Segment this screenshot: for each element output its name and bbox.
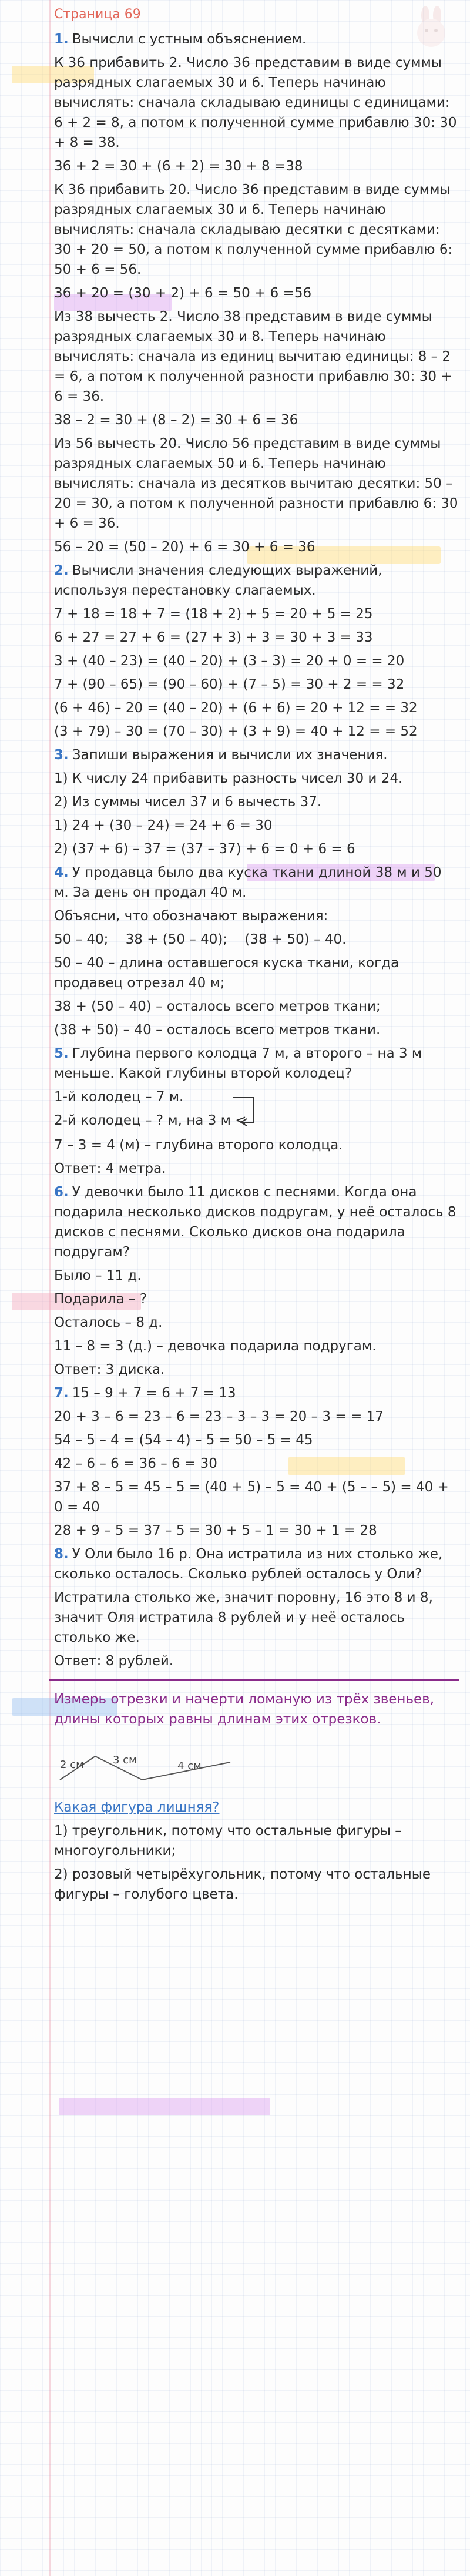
extra-task: Измерь отрезки и начерти ломаную из трёх звеньев, длины которых равны длинам этих отрезков. — [54, 1692, 435, 1727]
equation-line: 20 + 3 – 6 = 23 – 6 = 23 – 3 – 3 = 20 – 3 = = 17 — [54, 1409, 384, 1424]
well-diagram — [54, 1087, 459, 1132]
equation-line: 37 + 8 – 5 = 45 – 5 = (40 + 5) – 5 = 40 + (5 – – 5) = 40 + 0 = 40 — [54, 1480, 449, 1515]
text-line: 50 – 40 – длина оставшегося куска ткани, когда продавец отрезал 40 м; — [54, 955, 400, 991]
text-line: К 36 прибавить 2. Число 36 представим в виде суммы разрядных слагаемых 30 и 6. Теперь начинаю вычислять: сначала складываю единицы с единицами: 6 + 2 = 8, а потом к полученной сумме прибавлю 30: 30 + 8 = 38. — [54, 55, 457, 150]
polyline-diagram — [54, 1733, 459, 1797]
well-line-2: 2-й колодец – ? м, на 3 м < — [54, 1113, 247, 1128]
equation-line: 54 – 5 – 4 = (54 – 4) – 5 = 50 – 5 = 45 — [54, 1433, 313, 1448]
equation-line: 36 + 2 = 30 + (6 + 2) = 30 + 8 =38 — [54, 159, 303, 174]
equation-line: 36 + 20 = (30 + 2) + 6 = 50 + 6 =56 — [54, 286, 312, 301]
equation-line: 38 – 2 = 30 + (8 – 2) = 30 + 6 = 36 — [54, 412, 298, 428]
equation-line: 56 – 20 = (50 – 20) + 6 = 30 + 6 = 36 — [54, 539, 315, 555]
answer-line: Ответ: 4 метра. — [54, 1161, 166, 1176]
question-heading: Какая фигура лишняя? — [54, 1800, 220, 1815]
task-heading: 6. У девочки было 11 дисков с песнями. Когда она подарила несколько дисков подругам, у неё осталось 8 дисков с песнями. Сколько дисков она подарила подругам? — [54, 1185, 456, 1260]
segment-label-3: 4 см — [177, 1760, 202, 1772]
text-line: Из 38 вычесть 2. Число 38 представим в виде суммы разрядных слагаемых 30 и 8. Теперь начинаю вычислять: сначала из единиц вычитаю единицы: 8 – 2 = 6, а потом к полученной разности прибавлю 30: 30 + 6 = 36. — [54, 309, 452, 404]
text-line: Объясни, что обозначают выражения: — [54, 908, 328, 924]
equation-line: 2) (37 + 6) – 37 = (37 – 37) + 6 = 0 + 6 = 6 — [54, 841, 355, 857]
text-line: Осталось – 8 д. — [54, 1315, 163, 1330]
divider — [49, 1679, 459, 1681]
text-line: К 36 прибавить 20. Число 36 представим в виде суммы разрядных слагаемых 30 и 6. Теперь начинаю вычислять: сначала складываю десятки с десятками: 30 + 20 = 50, а потом к полученной сумме прибавлю 6: 50 + 6 = 56. — [54, 182, 453, 277]
answer-line: 2) розовый четырёхугольник, потому что остальные фигуры – голубого цвета. — [54, 1867, 431, 1902]
equation-line: 7 + 18 = 18 + 7 = (18 + 2) + 5 = 20 + 5 = 25 — [54, 606, 373, 622]
text-line: Подарила – ? — [54, 1292, 147, 1307]
highlight — [59, 2098, 270, 2115]
text-line: 1) К числу 24 прибавить разность чисел 30 и 24. — [54, 771, 403, 786]
margin-line — [49, 0, 51, 2576]
equation-line: 3 + (40 – 23) = (40 – 20) + (3 – 3) = 20 + 0 = = 20 — [54, 653, 405, 669]
equation-line: 11 – 8 = 3 (д.) – девочка подарила подругам. — [54, 1339, 377, 1354]
task-heading: 4. У продавца было два куска ткани длиной 38 м и 50 м. За день он продал 40 м. — [54, 865, 442, 900]
equation-line: (3 + 79) – 30 = (70 – 30) + (3 + 9) = 40 + 12 = = 52 — [54, 724, 418, 739]
equation-line: (6 + 46) – 20 = (40 – 20) + (6 + 6) = 20 + 12 = = 32 — [54, 700, 418, 716]
polyline-segments — [54, 1733, 289, 1797]
text-line: Из 56 вычесть 20. Число 56 представим в виде суммы разрядных слагаемых 50 и 6. Теперь начинаю вычислять: сначала из десятков вычитаю десятки: 50 – 20 = 30, а потом к полученной разности прибавлю 6: 30 + 6 = 36. — [54, 436, 458, 531]
text-line: Истратила столько же, значит поровну, 16 это 8 и 8, значит Оля истратила 8 рублей и у неё осталось столько же. — [54, 1590, 433, 1645]
text-line: 38 + (50 – 40) – осталось всего метров ткани; — [54, 999, 381, 1014]
equation-line: 42 – 6 – 6 = 36 – 6 = 30 — [54, 1456, 217, 1471]
task-heading: 7. 15 – 9 + 7 = 6 + 7 = 13 — [54, 1386, 236, 1401]
answer-line: Ответ: 3 диска. — [54, 1362, 165, 1377]
text-line: 2) Из суммы чисел 37 и 6 вычесть 37. — [54, 794, 322, 810]
segment-label-2: 3 см — [113, 1754, 137, 1766]
equation-line: 7 + (90 – 65) = (90 – 60) + (7 – 5) = 30 + 2 = = 32 — [54, 677, 405, 692]
text-line: (38 + 50) – 40 – осталось всего метров ткани. — [54, 1022, 381, 1038]
page-content — [54, 0, 459, 1908]
segment-label-1: 2 см — [60, 1759, 84, 1771]
equation-line: 28 + 9 – 5 = 37 – 5 = 30 + 5 – 1 = 30 + 1 = 28 — [54, 1523, 377, 1538]
text-line: Было – 11 д. — [54, 1268, 142, 1283]
well-line-1: 1-й колодец – 7 м. — [54, 1089, 184, 1105]
bracket-arrow-icon — [230, 1093, 266, 1128]
page-title: Страница 69 — [54, 7, 141, 22]
task-heading: 2. Вычисли значения следующих выражений, используя перестановку слагаемых. — [54, 563, 382, 598]
task-heading: 1. Вычисли с устным объяснением. — [54, 32, 307, 47]
equation-line: 6 + 27 = 27 + 6 = (27 + 3) + 3 = 30 + 3 = 33 — [54, 630, 373, 645]
equation-line: 7 – 3 = 4 (м) – глубина второго колодца. — [54, 1138, 343, 1153]
equation-line: 50 – 40; 38 + (50 – 40); (38 + 50) – 40. — [54, 932, 347, 947]
task-heading: 3. Запиши выражения и вычисли их значения. — [54, 747, 388, 763]
answer-line: 1) треугольник, потому что остальные фигуры – многоугольники; — [54, 1823, 402, 1859]
equation-line: 1) 24 + (30 – 24) = 24 + 6 = 30 — [54, 818, 273, 833]
task-heading: 5. Глубина первого колодца 7 м, а второго – на 3 м меньше. Какой глубины второй колодец? — [54, 1046, 422, 1081]
task-heading: 8. У Оли было 16 р. Она истратила из них столько же, сколько осталось. Сколько рублей осталось у Оли? — [54, 1547, 443, 1582]
answer-line: Ответ: 8 рублей. — [54, 1653, 174, 1669]
